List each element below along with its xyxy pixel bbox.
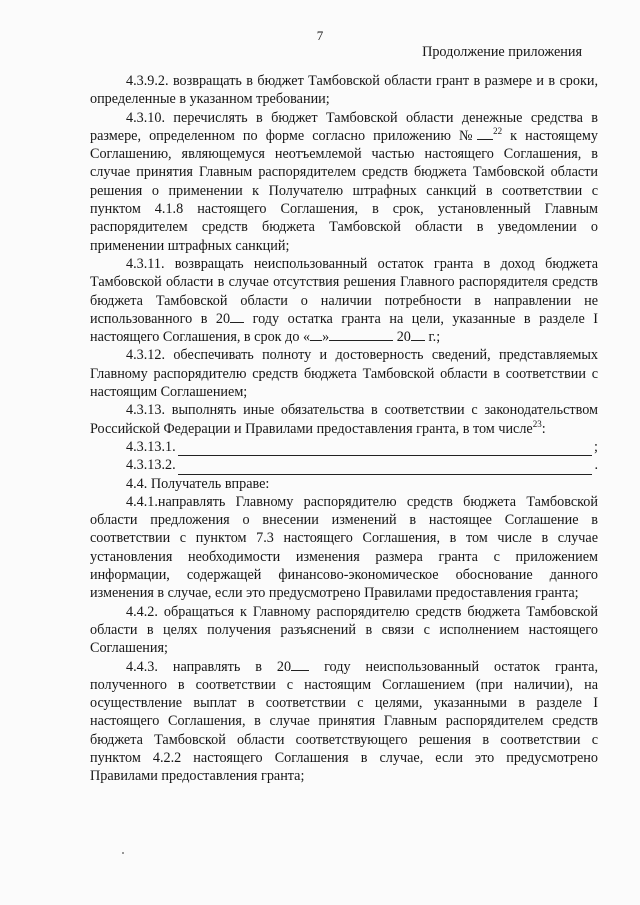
clause-text: 4.3.13. выполнять иные обязательства в соответствии с законодательством Российской Федерации и Правилами предоставления гранта, в том числе	[90, 402, 598, 437]
clause-4-3-10	[90, 109, 598, 255]
day-blank	[310, 328, 322, 341]
blank-field	[477, 127, 493, 140]
fill-line-end: ;	[594, 438, 598, 455]
clause-4-4-1	[90, 493, 598, 603]
clause-text: :	[541, 420, 546, 437]
clause-text: 4.4.1.направлять Главному распорядителю средств бюджета Тамбовской области предложения о внесении изменений в настоящее Соглашение в соответствии с пунктом 7.3 настоящего Соглашения, в том числе в случае установления необходимости изменения размера гранта с приложением информации, содержащей финансово-экономическое обоснование данного изменения в случае, если это предусмотрено Правилами предоставления гранта;	[90, 493, 598, 602]
clause-text: »	[322, 329, 330, 346]
clause-4-3-11	[90, 255, 598, 346]
clause-text: году остатка гранта на цели, указанные в разделе I настоящего Соглашения, в срок до «	[90, 310, 598, 346]
fill-line-4-3-13-1	[90, 438, 598, 456]
clause-text: году неиспользованный остаток гранта, полученного в соответствии с настоящим Соглашением (при наличии), на осуществление выплат в соответствии с целями, указанными в разделе I настоящего Соглашения, в случае принятия Главным распорядителем средств бюджета Тамбовской области соответствующего решения в соответствии с пунктом 4.2.2 настоящего Соглашения в случае, если это предусмотрено Правилами предоставления гранта;	[90, 658, 598, 785]
fill-line-label: 4.3.13.1.	[126, 438, 176, 455]
clause-text: 4.4.3. направлять в 20	[126, 658, 292, 675]
clause-text: г.;	[424, 329, 441, 346]
scan-speck	[122, 852, 124, 854]
fill-line-rule	[178, 442, 592, 456]
clause-text: 4.4.2. обращаться к Главному распорядителю средств бюджета Тамбовской области в целях получения разъяснений в связи с исполнением настоящего Соглашения;	[90, 603, 598, 657]
year-blank	[411, 328, 425, 341]
section-4-4-heading	[90, 475, 598, 493]
fill-line-rule	[178, 461, 593, 475]
clause-text: 20	[396, 329, 411, 346]
clause-4-4-2	[90, 603, 598, 658]
appendix-continuation-note: Продолжение приложения	[422, 44, 582, 60]
footnote-ref: 22	[493, 125, 503, 136]
clause-4-4-3	[90, 658, 598, 786]
clause-4-3-9-2	[90, 72, 598, 109]
fill-line-label: 4.3.13.2.	[126, 457, 176, 474]
clause-text: 4.3.12. обеспечивать полноту и достоверность сведений, представляемых Главному распорядителю средств бюджета Тамбовской области в соответствии с настоящим Соглашением;	[90, 347, 598, 401]
clause-text: 4.4. Получатель вправе:	[126, 475, 270, 492]
clause-text: 4.3.10. перечислять в бюджет Тамбовской области денежные средства в размере, определенном по форме согласно приложению №	[90, 109, 598, 144]
clause-text: 4.3.9.2. возвращать в бюджет Тамбовской области грант в размере и в сроки, определенные в указанном требовании;	[90, 73, 598, 108]
fill-line-end: .	[594, 457, 598, 474]
clause-text: 4.3.11. возвращать неиспользованный остаток гранта в доход бюджета Тамбовской области в случае отсутствия решения Главного распорядителя средств бюджета Тамбовской области о наличии потребности в направлении не использованного в 20	[90, 255, 598, 327]
document-body	[90, 72, 598, 786]
month-blank	[329, 328, 393, 341]
year-blank	[230, 310, 244, 323]
clause-text: к настоящему Соглашению, являющемуся неотъемлемой частью настоящего Соглашения, в случае принятия Главным распорядителем средств бюджета Тамбовской области решения о применении к Получателю штрафных санкций в соответствии с пунктом 4.1.8 настоящего Соглашения, в срок, установленный Главным распорядителем средств бюджета Тамбовской области в уведомлении о применении штрафных санкций;	[90, 127, 598, 254]
year-blank	[291, 658, 309, 671]
clause-4-3-12	[90, 346, 598, 401]
clause-4-3-13	[90, 401, 598, 438]
footnote-ref: 23	[532, 418, 542, 429]
page-number: 7	[316, 28, 324, 43]
fill-line-4-3-13-2	[90, 456, 598, 474]
